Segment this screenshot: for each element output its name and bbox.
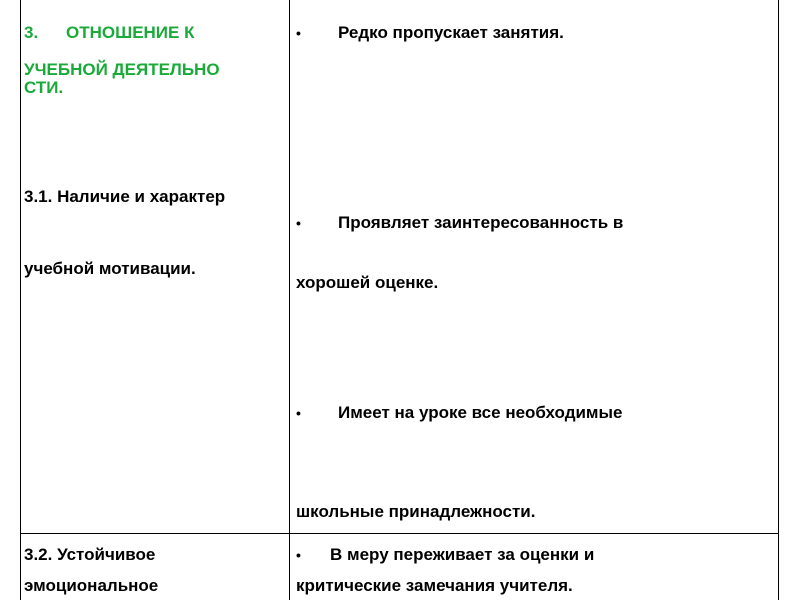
criterion-3-2-line-1: 3.2. Устойчивое xyxy=(24,545,156,564)
section-title-line-2: УЧЕБНОЙ ДЕЯТЕЛЬНО xyxy=(24,60,220,79)
table-column-divider xyxy=(289,0,290,600)
section-number: 3. xyxy=(24,23,39,42)
bullet-marker: • xyxy=(296,25,301,41)
criterion-3-1-line-2: учебной мотивации. xyxy=(24,259,196,278)
table-row-divider xyxy=(20,533,779,534)
table-border-left xyxy=(20,0,21,600)
indicator-text-continued: хорошей оценке. xyxy=(296,273,439,292)
indicator-text: Проявляет заинтересованность в xyxy=(338,213,624,232)
indicator-text: В меру переживает за оценки и xyxy=(330,545,595,564)
criterion-3-2-line-2: эмоциональное xyxy=(24,576,159,595)
bullet-marker: • xyxy=(296,215,301,231)
bullet-marker: • xyxy=(296,405,301,421)
indicator-text-continued: школьные принадлежности. xyxy=(296,502,536,521)
table-border-right xyxy=(778,0,779,600)
indicator-text: Имеет на уроке все необходимые xyxy=(338,403,623,422)
section-title-line-1: ОТНОШЕНИЕ К xyxy=(66,23,195,42)
section-title-line-3: СТИ. xyxy=(24,78,64,97)
indicator-text-continued: критические замечания учителя. xyxy=(296,576,573,595)
indicator-text: Редко пропускает занятия. xyxy=(338,23,564,42)
bullet-marker: • xyxy=(296,547,301,563)
criterion-3-1-line-1: 3.1. Наличие и характер xyxy=(24,187,226,206)
